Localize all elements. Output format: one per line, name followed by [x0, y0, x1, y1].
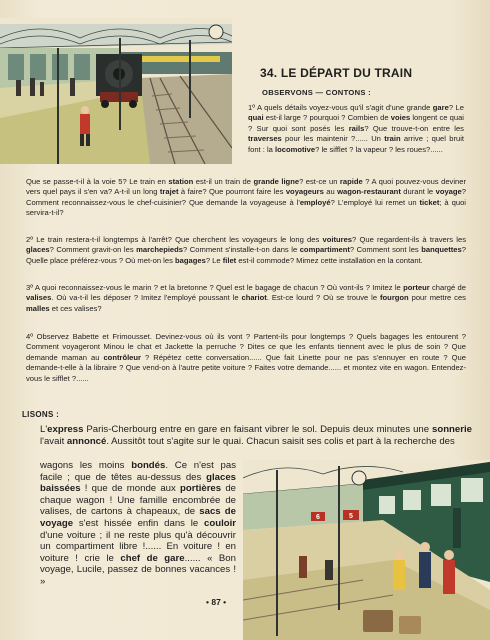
vocabulary-word: sonnerie	[432, 424, 472, 435]
observons-heading: OBSERVONS — CONTONS :	[262, 88, 371, 97]
vocabulary-word: voies	[390, 113, 411, 123]
sign-number-6: 6	[316, 514, 320, 521]
question-4: 4º Observez Babette et Frimousset. Devinez-vous où ils vont ? Partent-ils pour longtemps ? Quels bagages les entourent ? Comment voyageront Minou le chat et Jackette la perruche ? Dites ce que les enfants tiennent avec le plus de soin ? Que demande maman au contrôleur ? Répétez cette conversation...... Que fait Linette pour ne pas s'ennuyer en route ? Que demande-t-elle à la libraire ? Que vend-on à l'autre petite voiture ? Faites votre demande...... et montez vite en wagon. Entendez-vous le sifflet ?......	[26, 332, 466, 383]
vocabulary-word: locomotive	[275, 144, 316, 154]
vocabulary-word: couloir	[204, 517, 236, 529]
question-2: 2º Le train restera-t-il longtemps à l'arrêt? Que cherchent les voyageurs le long des voitures? Que regardent-ils à travers les glaces? Comment gravit-on les marchepieds? Comment s'installe-t-on dans le compartiment? Comment sont les banquettes? Quelle place préférez-vous ? Où met-on les bagages? Le filet est-il commode? Mimez cette installation en la contant.	[26, 235, 466, 265]
vocabulary-word: trajet	[159, 187, 179, 197]
station-illustration-bottom	[243, 460, 490, 640]
vocabulary-word: bagages	[175, 255, 206, 265]
vocabulary-word: chariot	[241, 293, 267, 303]
vocabulary-word: contrôleur	[103, 352, 142, 362]
vocabulary-word: voyage	[435, 187, 462, 197]
question-1-part-2: Que se passe-t-il à la voie 5? Le train en station est-il un train de grande ligne? est-ce un rapide ? A quoi pouvez-vous deviner vers quel pays il s'en va? A-t-il un long trajet à faire? Que pourront faire les voyageurs au wagon-restaurant durant le voyage? Comment reconnaissez-vous le chef-cuisinier? Que demande la voyageuse à l'employé? L'employé lui remet un ticket; à quoi servira-t-il?	[26, 177, 466, 218]
vocabulary-word: rapide	[339, 177, 363, 186]
lesson-title: 34. LE DÉPART DU TRAIN	[260, 66, 413, 80]
vocabulary-word: sacs de voyage	[40, 506, 236, 529]
reading-text-full-width: L'express Paris-Cherbourg entre en gare en faisant vibrer le sol. Depuis deux minutes une sonnerie l'avait annoncé. Aussitôt tout s'agite sur le quai. Chacun saisit ses colis et part à la recherche des	[40, 424, 472, 447]
vocabulary-word: fourgon	[380, 293, 409, 303]
vocabulary-word: voyageurs	[285, 187, 324, 197]
vocabulary-word: filet	[222, 255, 237, 265]
vocabulary-word: marchepieds	[136, 245, 184, 255]
vocabulary-word: glaces baissées	[40, 471, 236, 495]
vocabulary-word: wagon-restaurant	[337, 187, 401, 197]
reading-text-column: wagons les moins bondés. Ce n'est pas facile ; que de têtes au-dessus des glaces baissées ! que de monde aux portières de chaque wagon ! Une famille encombrée de valises, de cartons à chapeaux, de sacs de voyage s'est hissée enfin dans le couloir d'une voiture ; il ne reste plus qu'à découvrir un compartiment libre !...... En voiture ! en voiture ! crie le chef de gare...... « Bon voyage, Lucile, passez de bonnes vacances ! »	[40, 460, 237, 587]
vocabulary-word: train	[384, 134, 401, 144]
vocabulary-word: malles	[26, 303, 50, 313]
vocabulary-word: employé	[299, 197, 331, 207]
vocabulary-word: station	[168, 177, 194, 186]
sign-number-5: 5	[349, 513, 353, 520]
vocabulary-word: portières	[180, 483, 222, 495]
vocabulary-word: gare	[432, 103, 449, 112]
vocabulary-word: rails	[348, 123, 365, 133]
vocabulary-word: bondés	[131, 460, 166, 471]
question-1-part-1: 1º A quels détails voyez-vous qu'il s'agit d'une grande gare? Le quai est-il large ? pourquoi ? Combien de voies longent ce quai ? Sur quoi sont posés les rails? Que trouve-t-on entre les traverses pour les maintenir ?...... Un train arrive ; quel bruit font : la locomotive? le sifflet ? la vapeur ? les roues?......	[248, 103, 464, 154]
station-illustration-top	[0, 18, 232, 164]
question-3: 3º A quoi reconnaissez-vous le marin ? et la bretonne ? Quel est le bagage de chacun ? Où vont-ils ? Imitez le porteur chargé de valises. Où va-t-il les déposer ? Imitez l'employé poussant le chariot. Est-ce lourd ? Où se trouve le fourgon pour mettre ces malles et ces valises?	[26, 283, 466, 313]
vocabulary-word: traverses	[248, 134, 282, 144]
vocabulary-word: grande ligne	[253, 177, 300, 186]
vocabulary-word: compartiment	[299, 245, 350, 255]
vocabulary-word: chef de gare	[120, 552, 185, 564]
vocabulary-word: porteur	[403, 283, 430, 292]
vocabulary-word: voitures	[322, 235, 353, 244]
vocabulary-word: valises	[26, 293, 52, 303]
vocabulary-word: annoncé	[66, 435, 107, 447]
lisons-heading: LISONS :	[22, 410, 60, 419]
vocabulary-word: banquettes	[421, 245, 462, 255]
vocabulary-word: quai	[248, 113, 264, 123]
page-number: • 87 •	[206, 597, 227, 607]
vocabulary-word: express	[47, 424, 84, 435]
vocabulary-word: ticket	[419, 197, 440, 207]
vocabulary-word: glaces	[26, 245, 50, 255]
